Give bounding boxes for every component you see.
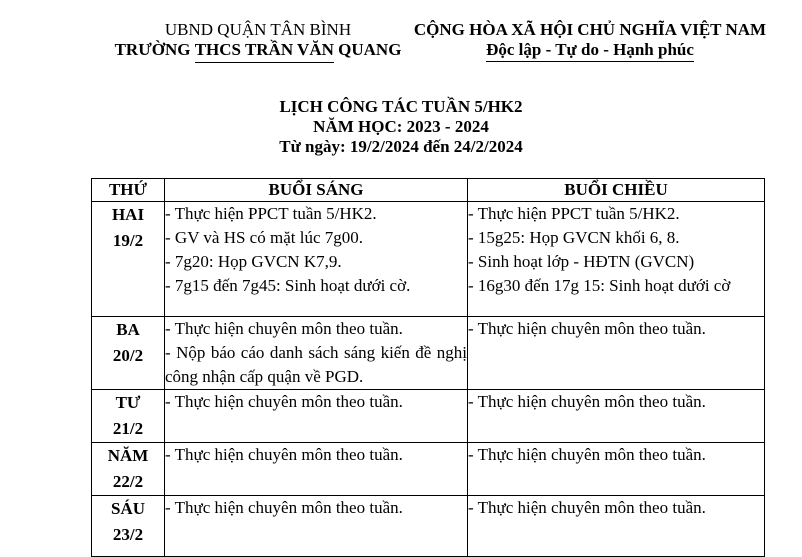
- afternoon-cell: [468, 496, 765, 557]
- list-item: - 7g15 đến 7g45: Sinh hoạt dưới cờ.: [165, 276, 411, 295]
- day-name: TƯ: [115, 393, 141, 412]
- list-item: - Thực hiện chuyên môn theo tuần.: [165, 392, 403, 411]
- school-name-underlined: THCS TRẦN VĂN: [194, 40, 334, 59]
- list-item: - 15g25: Họp GVCN khối 6, 8.: [468, 228, 680, 247]
- title-line-2: NĂM HỌC: 2023 - 2024: [313, 117, 489, 136]
- list-item: - Thực hiện chuyên môn theo tuần.: [468, 498, 706, 517]
- day-name: HAI: [111, 205, 145, 224]
- list-item: - Thực hiện chuyên môn theo tuần.: [468, 319, 706, 338]
- day-date: 23/2: [112, 525, 144, 544]
- list-item: - GV và HS có mặt lúc 7g00.: [165, 228, 363, 247]
- day-cell: [92, 202, 165, 317]
- table-row: [92, 496, 765, 557]
- country-name: CỘNG HÒA XÃ HỘI CHỦ NGHĨA VIỆT NAM: [413, 20, 767, 39]
- morning-cell: [165, 202, 468, 317]
- morning-cell: [165, 496, 468, 557]
- list-item: - Thực hiện chuyên môn theo tuần.: [468, 445, 706, 464]
- list-item: - Thực hiện chuyên môn theo tuần.: [165, 319, 403, 338]
- list-item: - 16g30 đến 17g 15: Sinh hoạt dưới cờ: [468, 276, 731, 295]
- day-date: 20/2: [112, 346, 144, 365]
- list-item: - Thực hiện PPCT tuần 5/HK2.: [468, 204, 680, 223]
- header-afternoon: BUỔI CHIỀU: [468, 179, 765, 202]
- table-row: [92, 202, 765, 317]
- morning-cell: [165, 317, 468, 390]
- table-row: [92, 443, 765, 496]
- list-item: - Sinh hoạt lớp - HĐTN (GVCN): [468, 252, 695, 271]
- afternoon-cell: [468, 443, 765, 496]
- title-line-3: Từ ngày: 19/2/2024 đến 24/2/2024: [279, 137, 523, 156]
- morning-cell: [165, 443, 468, 496]
- school-name-prefix: TRƯỜNG: [114, 40, 195, 59]
- list-item: - Thực hiện chuyên môn theo tuần.: [165, 498, 403, 517]
- national-motto-block: [412, 20, 768, 62]
- list-item: - Thực hiện chuyên môn theo tuần.: [165, 445, 403, 464]
- morning-cell: [165, 390, 468, 443]
- table-row: [92, 390, 765, 443]
- national-motto: Độc lập - Tự do - Hạnh phúc: [486, 40, 694, 62]
- day-name: SÁU: [110, 499, 145, 518]
- list-item: - Thực hiện chuyên môn theo tuần.: [468, 392, 706, 411]
- district-name: UBND QUẬN TÂN BÌNH: [164, 20, 352, 39]
- list-item: - 7g20: Họp GVCN K7,9.: [165, 252, 342, 271]
- document-title: [0, 97, 802, 157]
- list-item: - Thực hiện PPCT tuần 5/HK2.: [165, 204, 377, 223]
- table-row: [92, 317, 765, 390]
- day-date: 22/2: [112, 472, 144, 491]
- header-day: THỨ: [92, 179, 165, 202]
- day-cell: [92, 443, 165, 496]
- title-line-1: LỊCH CÔNG TÁC TUẦN 5/HK2: [279, 97, 523, 116]
- schedule-table: [91, 178, 765, 557]
- school-name-suffix: QUANG: [333, 40, 402, 59]
- afternoon-cell: [468, 390, 765, 443]
- header-morning: BUỔI SÁNG: [165, 179, 468, 202]
- day-date: 19/2: [112, 231, 144, 250]
- issuer-block: [96, 20, 420, 60]
- afternoon-cell: [468, 202, 765, 317]
- day-name: BA: [116, 320, 140, 339]
- day-cell: [92, 496, 165, 557]
- day-cell: [92, 317, 165, 390]
- day-name: NĂM: [107, 446, 149, 465]
- list-item: - Nộp báo cáo danh sách sáng kiến đề nghị công nhận cấp quận về PGD.: [165, 343, 467, 386]
- day-cell: [92, 390, 165, 443]
- table-header-row: [92, 179, 765, 202]
- day-date: 21/2: [112, 419, 144, 438]
- school-name: [96, 40, 420, 60]
- afternoon-cell: [468, 317, 765, 390]
